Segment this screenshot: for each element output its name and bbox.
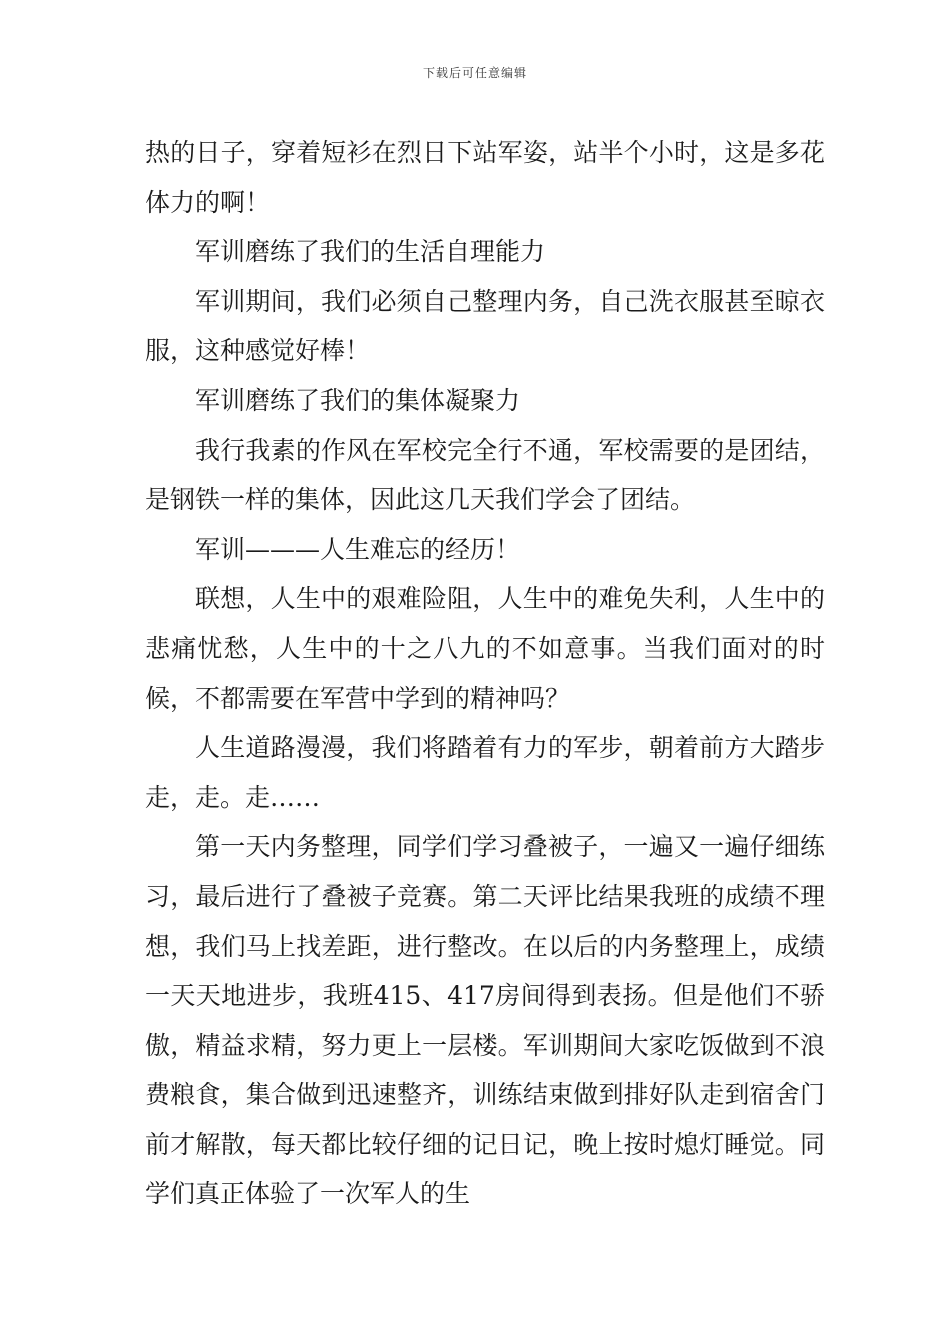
paragraph-4: 军训磨练了我们的集体凝聚力: [195, 385, 521, 415]
paragraph-3: 军训期间，我们必须自己整理内务，自己洗衣服甚至晾衣服，这种感觉好棒！: [145, 286, 825, 366]
paragraph-5: 我行我素的作风在军校完全行不通，军校需要的是团结，是钢铁一样的集体，因此这几天我们学会了团结。: [145, 435, 825, 515]
paragraph-2: 军训磨练了我们的生活自理能力: [195, 237, 546, 267]
page-header-note: 下载后可任意编辑: [422, 66, 527, 80]
paragraph-9: 第一天内务整理，同学们学习叠被子，一遍又一遍仔细练习，最后进行了叠被子竞赛。第二天评比结果我班的成绩不理想，我们马上找差距，进行整改。在以后的内务整理上，成绩一天天地进步，我班415、417房间得到表扬。但是他们不骄傲，精益求精，努力更上一层楼。军训期间大家吃饭做到不浪费粮食，集合做到迅速整齐，训练结束做到排好队走到宿舍门前才解散，每天都比较仔细的记日记，晚上按时熄灯睡觉。同学们真正体验了一次军人的生: [145, 832, 825, 1209]
paragraph-1: 热的日子，穿着短衫在烈日下站军姿，站半个小时，这是多花体力的啊！: [145, 138, 825, 217]
paragraph-6: 军训———人生难忘的经历！: [195, 534, 521, 564]
document-body: [145, 128, 825, 1219]
paragraph-7: 联想，人生中的艰难险阻，人生中的难免失利，人生中的悲痛忧愁，人生中的十之八九的不如意事。当我们面对的时候，不都需要在军营中学到的精神吗？: [145, 584, 825, 713]
paragraph-8: 人生道路漫漫，我们将踏着有力的军步，朝着前方大踏步走，走。走……: [145, 733, 825, 812]
